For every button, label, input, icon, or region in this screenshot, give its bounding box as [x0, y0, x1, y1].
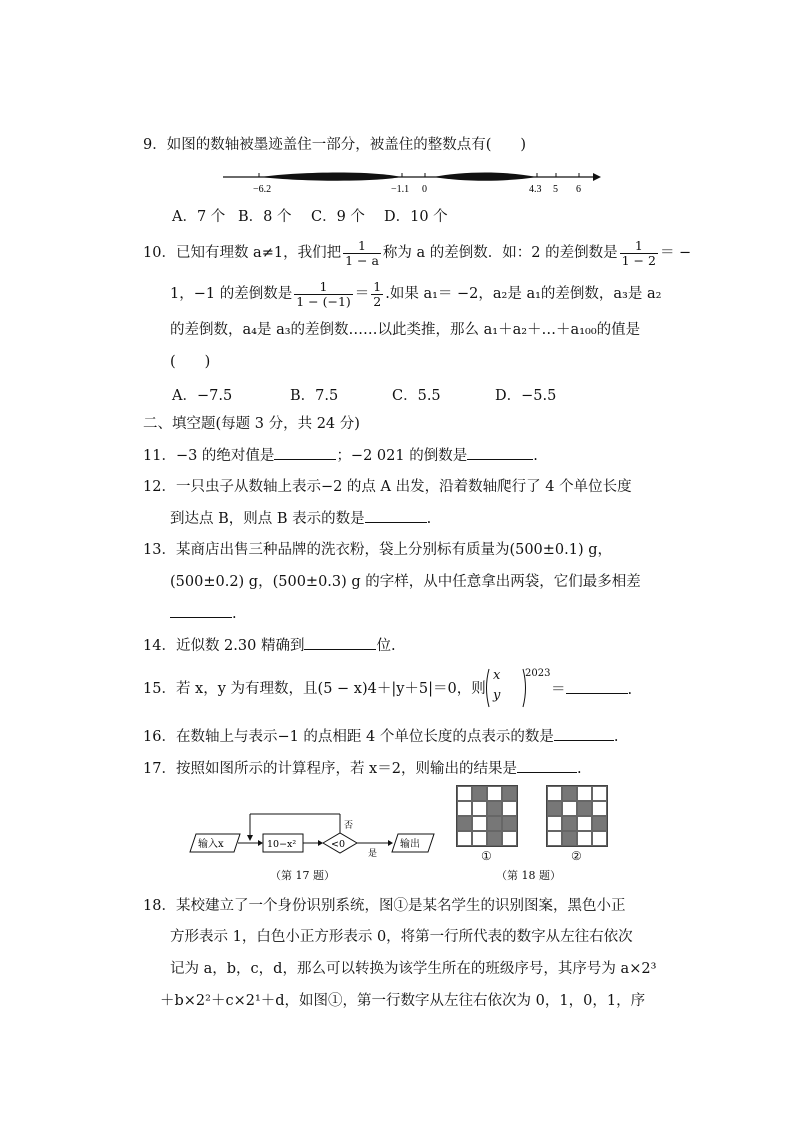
q10-option-d: D．−5.5	[495, 388, 557, 404]
figure-17-caption: （第 17 题）	[270, 869, 335, 882]
flow-compute-label: 10−x²	[267, 839, 297, 850]
question-9-text: 9．如图的数轴被墨迹盖住一部分，被盖住的整数点有( )	[143, 137, 527, 153]
answer-blank	[170, 603, 232, 618]
id-pattern-grid-2	[546, 785, 608, 847]
answer-blank	[304, 635, 376, 650]
q9-option-d: D．10 个	[384, 209, 448, 225]
axis-label-4.3: 4.3	[529, 184, 542, 195]
answer-blank	[274, 445, 336, 460]
axis-label-5: 5	[553, 184, 558, 195]
question-10-line-4: ( )	[170, 354, 211, 370]
question-13-line-1: 13．某商店出售三种品牌的洗衣粉，袋上分别标有质量为(500±0.1) g，	[143, 542, 613, 558]
fraction-1-over-1-minus-neg1: $\frac{1}{1 - (-1)}$	[296, 278, 351, 309]
answer-blank	[365, 508, 427, 523]
answer-blank	[566, 679, 628, 694]
flow-no-label: 否	[344, 821, 354, 831]
answer-blank	[467, 445, 533, 460]
question-18-line-2: 方形表示 1，白色小正方形表示 0，将第一行所代表的数字从左往右依次	[170, 929, 633, 945]
axis-label-neg1.1: −1.1	[391, 184, 410, 195]
question-18-line-1: 18．某校建立了一个身份识别系统，图①是某名学生的识别图案，黑色小正	[143, 898, 626, 914]
figure-label-2: ②	[571, 849, 582, 863]
question-10-line-2: 1，−1 的差倒数是 $\frac{1}{1 - (-1)}$ ＝ $\frac{1}{2}$ .如果 a₁＝ −2，a₂是 a₁的差倒数，a₃是 a₂	[170, 278, 662, 309]
q9-option-c: C．9 个	[311, 209, 365, 225]
q15-xy-expression: x y	[483, 666, 529, 710]
question-17: 17．按照如图所示的计算程序，若 x＝2，则输出的结果是 .	[143, 758, 582, 779]
question-13-line-3: .	[170, 603, 237, 624]
answer-blank	[517, 758, 577, 773]
axis-label-6: 6	[576, 184, 581, 195]
flow-output-label: 输出	[400, 839, 420, 850]
question-12-line-2: 到达点 B，则点 B 表示的数是 .	[170, 508, 431, 529]
axis-label-neg6.2: −6.2	[253, 184, 272, 195]
flow-input-label: 输入x	[198, 839, 224, 850]
id-pattern-grid-1	[456, 785, 518, 847]
figure-label-1: ①	[481, 849, 492, 863]
flowchart-figure	[188, 808, 438, 860]
q10-option-a: A．−7.5	[172, 388, 233, 404]
question-15: 15．若 x，y 为有理数，且(5 − x)4＋|y＋5|＝0，则	[143, 681, 486, 697]
q10-option-c: C．5.5	[392, 388, 441, 404]
q15-answer: ＝ .	[551, 679, 632, 700]
answer-blank	[554, 726, 614, 741]
q15-exponent: 2023	[525, 668, 551, 679]
flow-yes-label: 是	[368, 849, 378, 859]
question-18-line-3: 记为 a，b，c，d，那么可以转换为该学生所在的班级序号，其序号为 a×2³	[170, 961, 657, 977]
question-18-line-4: ＋b×2²＋c×2¹＋d，如图①，第一行数字从左往右依次为 0，1，0，1，序	[160, 993, 646, 1009]
question-16: 16．在数轴上与表示−1 的点相距 4 个单位长度的点表示的数是 .	[143, 726, 619, 747]
fraction-1-over-1-minus-a: $\frac{1}{1 - a}$	[345, 237, 379, 268]
flow-condition-label: <0	[331, 839, 346, 850]
question-11: 11．−3 的绝对值是 ；−2 021 的倒数是 .	[143, 445, 538, 466]
fraction-1-over-1-minus-2: $\frac{1}{1 - 2}$	[621, 237, 656, 268]
q9-option-b: B．8 个	[238, 209, 292, 225]
axis-label-0: 0	[422, 184, 427, 195]
q10-option-b: B．7.5	[290, 388, 339, 404]
section-2-title: 二、填空题(每题 3 分，共 24 分)	[143, 416, 360, 432]
figure-18-caption: （第 18 题）	[496, 869, 561, 882]
question-12-line-1: 12．一只虫子从数轴上表示−2 的点 A 出发，沿着数轴爬行了 4 个单位长度	[143, 479, 632, 495]
question-13-line-2: (500±0.2) g，(500±0.3) g 的字样，从中任意拿出两袋，它们最多相差	[170, 574, 641, 590]
q9-option-a: A．7 个	[172, 209, 226, 225]
number-line-figure	[215, 165, 605, 197]
question-10-line-3: 的差倒数，a₄是 a₃的差倒数……以此类推，那么 a₁＋a₂＋…＋a₁₀₀的值是	[170, 322, 641, 338]
question-14: 14．近似数 2.30 精确到 位.	[143, 635, 396, 656]
fraction-1-over-2: $\frac{1}{2}$	[373, 278, 382, 309]
question-10-line-1: 10．已知有理数 a≠1，我们把 $\frac{1}{1 - a}$ 称为 a 的差倒数．如：2 的差倒数是 $\frac{1}{1 - 2}$ ＝ −	[143, 237, 692, 268]
